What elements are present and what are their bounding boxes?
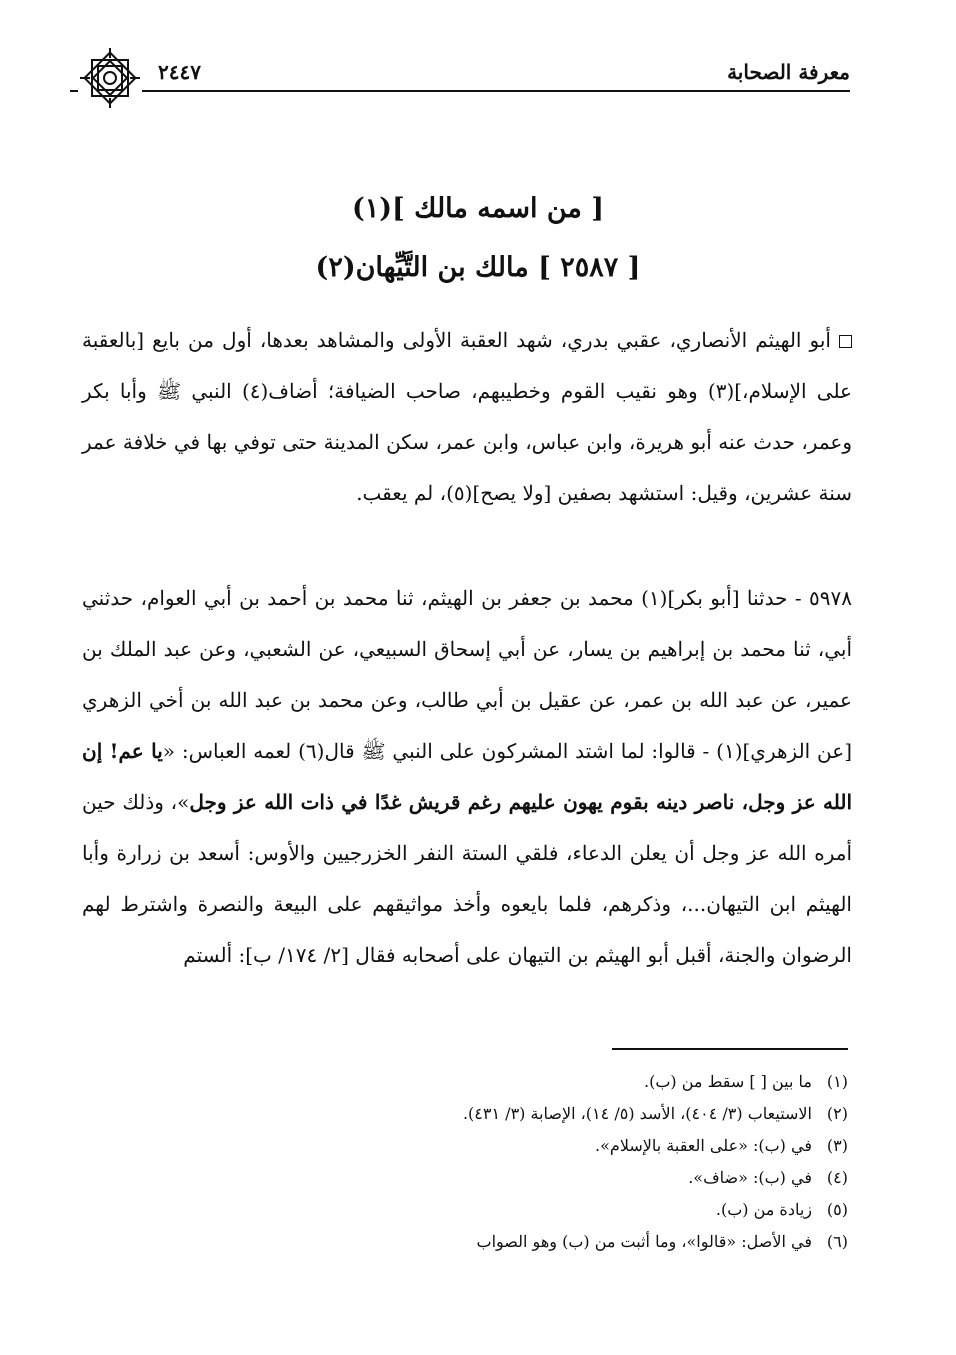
entry-title: [ ٢٥٨٧ ] مالك بن التَّيِّهان(٢)	[315, 252, 641, 283]
page-header	[70, 52, 850, 96]
footnote-item	[300, 1194, 848, 1226]
footnote-item	[300, 1162, 848, 1194]
page-number: ٢٤٤٧	[158, 60, 201, 84]
square-bullet-icon	[839, 335, 852, 348]
book-title: معرفة الصحابة	[727, 60, 850, 84]
footnote-number: (٣)	[826, 1136, 848, 1155]
footnote-item	[300, 1066, 848, 1098]
footnote-number: (٥)	[826, 1200, 848, 1219]
footnote-item	[300, 1130, 848, 1162]
footnote-number: (٢)	[826, 1104, 848, 1123]
biography-text: أبو الهيثم الأنصاري، عقبي بدري، شهد العقبة الأولى والمشاهد بعدها، أول من بايع [بالعقبة على الإسلام،](٣) وهو نقيب القوم وخطيبهم، صاحب الضيافة؛ أضاف(٤) النبي ﷺ وأبا بكر وعمر، حدث عنه أبو هريرة، وابن عباس، وابن عمر، سكن المدينة حتى توفي بها في خلافة عمر سنة عشرين، وقيل: استشهد بصفين [ولا يصح](٥)، لم يعقب.	[82, 328, 852, 505]
hadith-quote-bold: يا عم! إن الله عز وجل، ناصر دينه بقوم يهون عليهم رغم قريش غدًا في ذات الله عز وجل	[82, 739, 852, 814]
footnote-rule	[612, 1048, 848, 1050]
footnote-text: الاستيعاب (٣/ ٤٠٤)، الأسد (٥/ ١٤)، الإصابة (٣/ ٤٣١).	[462, 1104, 812, 1123]
footnote-text: في (ب): «على العقبة بالإسلام».	[595, 1136, 812, 1155]
footnote-text: ما بين [ ] سقط من (ب).	[644, 1072, 812, 1091]
footnotes-list	[300, 1066, 848, 1258]
hadith-text-before: ٥٩٧٨ - حدثنا [أبو بكر](١) محمد بن جعفر بن الهيثم، ثنا محمد بن أحمد بن أبي العوام، حدثني أبي، ثنا محمد بن إبراهيم بن يسار، عن أبي إسحاق السبيعي، عن الشعبي، وعن عبد الملك بن عمير، عن عبد الله بن عمر، عن عقيل بن أبي طالب، وعن محمد بن عبد الله بن أخي الزهري [عن الزهري](١) - قالوا: لما اشتد المشركون على النبي ﷺ قال(٦) لعمه العباس: «	[82, 586, 852, 763]
footnote-text: في الأصل: «قالوا»، وما أثبت من (ب) وهو الصواب	[476, 1232, 812, 1251]
star-ornament-icon	[78, 46, 142, 110]
footnote-item	[300, 1226, 848, 1258]
footnote-text: في (ب): «ضاف».	[688, 1168, 812, 1187]
footnote-number: (٤)	[826, 1168, 848, 1187]
hadith-paragraph	[82, 573, 852, 981]
hadith-text-after: »، وذلك حين أمره الله عز وجل أن يعلن الدعاء، فلقي الستة النفر الخزرجيين والأوس: أسعد بن زرارة وأبا الهيثم ابن التيهان...، وذكرهم، فلما بايعوه وأخذ مواثيقهم على البيعة والنصرة واشترط لهم الرضوان والجنة، أقبل أبو الهيثم بن التيهان على أصحابه فقال [٢/ ١٧٤/ ب]: ألستم	[82, 790, 852, 967]
footnote-item	[300, 1098, 848, 1130]
header-rule	[70, 90, 850, 92]
biography-paragraph	[82, 315, 852, 519]
footnote-number: (١)	[826, 1072, 848, 1091]
footnote-text: زيادة من (ب).	[715, 1200, 812, 1219]
footnote-number: (٦)	[826, 1232, 848, 1251]
section-title: [ من اسمه مالك ](١)	[351, 193, 605, 224]
